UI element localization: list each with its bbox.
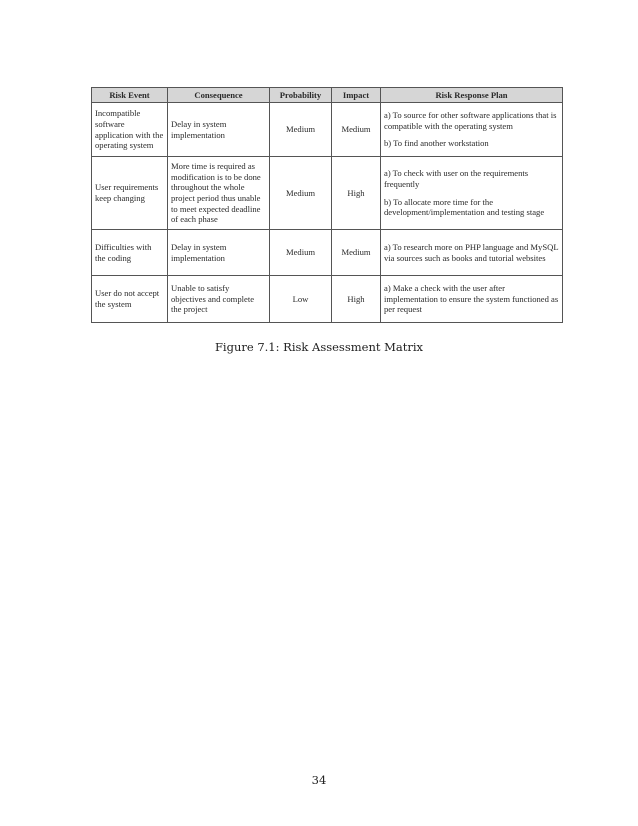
- table-row: [92, 157, 563, 230]
- header-consequence: Consequence: [168, 88, 270, 103]
- plan-item: a) To check with user on the requirements frequently: [384, 168, 529, 189]
- risk-event-cell: Incompatible software application with the operating system: [92, 103, 168, 157]
- probability-cell: Medium: [270, 230, 332, 276]
- header-risk-event: Risk Event: [92, 88, 168, 103]
- response-plan-cell: [381, 157, 563, 230]
- plan-spacer: [384, 190, 559, 197]
- consequence-cell: Delay in system implementation: [168, 230, 270, 276]
- response-plan-cell: [381, 103, 563, 157]
- table-row: [92, 230, 563, 276]
- risk-assessment-table: [91, 87, 563, 323]
- probability-cell: Low: [270, 276, 332, 323]
- impact-cell: Medium: [332, 103, 381, 157]
- impact-cell: High: [332, 157, 381, 230]
- header-probability: Probability: [270, 88, 332, 103]
- plan-item: a) To research more on PHP language and MySQL via sources such as books and tutorial websites: [384, 241, 559, 263]
- plan-spacer: [384, 131, 559, 138]
- response-plan-cell: [381, 230, 563, 276]
- risk-matrix-figure: [91, 87, 562, 323]
- table-row: [92, 103, 563, 157]
- table-header-row: [92, 88, 563, 103]
- plan-item: a) Make a check with the user after implementation to ensure the system functioned as per request: [384, 283, 559, 315]
- risk-event-cell: Difficulties with the coding: [92, 230, 168, 276]
- plan-item: b) To allocate more time for the development/implementation and testing stage: [384, 196, 545, 218]
- risk-event-cell: User requirements keep changing: [92, 157, 168, 230]
- header-risk-response-plan: Risk Response Plan: [381, 88, 563, 103]
- table-row: [92, 276, 563, 323]
- plan-item: b) To find another workstation: [384, 138, 489, 149]
- probability-cell: Medium: [270, 103, 332, 157]
- response-plan-cell: [381, 276, 563, 323]
- header-impact: Impact: [332, 88, 381, 103]
- risk-event-cell: User do not accept the system: [92, 276, 168, 323]
- plan-item: a) To source for other software applications that is compatible with the operating system: [384, 110, 557, 131]
- consequence-cell: More time is required as modification is to be done throughout the whole project period thus unable to meet expected deadline of each phase: [168, 157, 270, 230]
- impact-cell: High: [332, 276, 381, 323]
- probability-cell: Medium: [270, 157, 332, 230]
- page-number: 34: [311, 773, 327, 787]
- consequence-cell: Unable to satisfy objectives and complete the project: [168, 276, 270, 323]
- impact-cell: Medium: [332, 230, 381, 276]
- figure-caption: Figure 7.1: Risk Assessment Matrix: [214, 340, 424, 354]
- consequence-cell: Delay in system implementation: [168, 103, 270, 157]
